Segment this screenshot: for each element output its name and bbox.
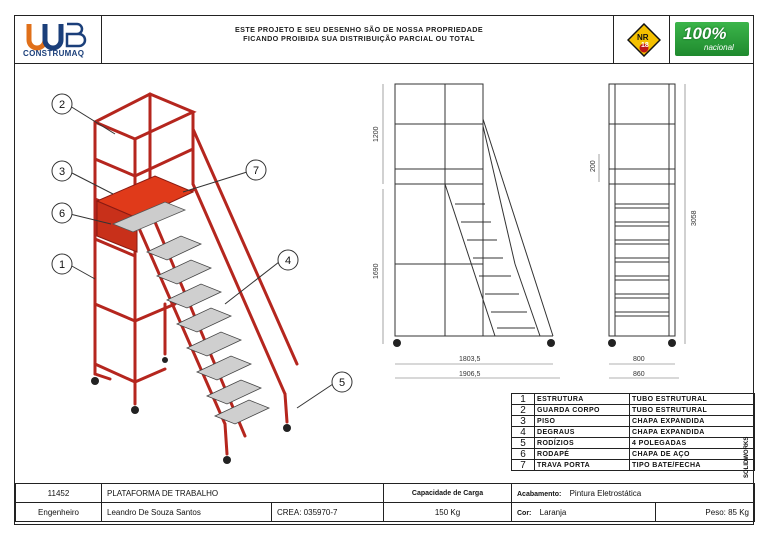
parts-row (512, 449, 755, 460)
dim-side-rail: 200 (590, 160, 597, 172)
part-material: CHAPA DE AÇO (630, 449, 755, 460)
part-number: 5 (512, 438, 535, 449)
part-number: 7 (512, 460, 535, 471)
dim-front-width-outer: 1906,5 (459, 371, 481, 378)
part-number: 3 (512, 416, 535, 427)
dim-side-width-outer: 860 (633, 371, 645, 378)
company-logo (23, 18, 103, 52)
parts-row (512, 394, 755, 405)
part-number: 1 (512, 394, 535, 405)
part-name: RODÍZIOS (535, 438, 630, 449)
notice-line-1: ESTE PROJETO E SEU DESENHO SÃO DE NOSSA PROPRIEDADE (234, 25, 484, 34)
dim-front-top: 1200 (373, 126, 380, 142)
header-divider (613, 16, 614, 64)
dim-front-bottom: 1690 (373, 263, 380, 279)
ownership-notice (111, 25, 607, 43)
weight: Peso: 85 Kg (656, 503, 755, 522)
drawing-name: PLATAFORMA DE TRABALHO (102, 484, 384, 503)
crea-number: CREA: 035970-7 (272, 503, 384, 522)
dim-side-height: 3058 (691, 210, 698, 226)
part-material: TUBO ESTRUTURAL (630, 394, 755, 405)
part-name: DEGRAUS (535, 427, 630, 438)
balloon-callouts (52, 94, 352, 408)
part-name: GUARDA CORPO (535, 405, 630, 416)
balloon-label: 6 (58, 208, 66, 220)
part-material: 4 POLEGADAS (630, 438, 755, 449)
dim-side-width-inner: 800 (633, 356, 645, 363)
front-wheels (393, 339, 555, 347)
capacity-label: Capacidade de Carga (384, 484, 512, 503)
nr-number: 18 (641, 42, 649, 49)
front-dimension-lines (383, 84, 560, 378)
parts-row (512, 427, 755, 438)
drawing-sheet (14, 15, 754, 525)
role-label: Engenheiro (16, 503, 102, 522)
part-material: TIPO BATE/FECHA (630, 460, 755, 471)
notice-line-2: FICANDO PROIBIDA SUA DISTRIBUIÇÃO PARCIAL OU TOTAL (243, 34, 475, 43)
part-material: CHAPA EXPANDIDA (630, 427, 755, 438)
capacity-value: 150 Kg (384, 503, 512, 522)
nr-label: NR (637, 33, 649, 42)
color-label: Cor: (517, 509, 532, 517)
balloon-label: 2 (58, 99, 66, 111)
side-steps (615, 204, 669, 316)
part-number: 2 (512, 405, 535, 416)
color-cell (512, 503, 656, 522)
color-value: Laranja (539, 507, 567, 517)
parts-row (512, 438, 755, 449)
national-badge-sub: nacional (704, 43, 734, 52)
parts-row (512, 405, 755, 416)
balloon-label: 4 (284, 255, 292, 267)
part-number: 4 (512, 427, 535, 438)
part-name: RODAPÉ (535, 449, 630, 460)
part-name: TRAVA PORTA (535, 460, 630, 471)
parts-row (512, 460, 755, 471)
part-number: 6 (512, 449, 535, 460)
part-material: CHAPA EXPANDIDA (630, 416, 755, 427)
brand-name: CONSTRUMAQ (23, 49, 85, 58)
header-divider (101, 16, 102, 64)
part-name: ESTRUTURA (535, 394, 630, 405)
side-wheels (608, 339, 676, 347)
finish-cell (512, 484, 755, 503)
balloon-label: 1 (58, 259, 66, 271)
title-block (15, 483, 755, 522)
front-view (395, 84, 553, 336)
software-watermark: SOLIDWORKS (744, 436, 750, 478)
header (15, 16, 753, 64)
national-badge-text: 100% (683, 24, 727, 43)
front-steps (455, 204, 535, 328)
balloon-label: 7 (252, 165, 260, 177)
drawing-code: 11452 (16, 484, 102, 503)
finish-value: Pintura Eletrostática (569, 488, 642, 498)
header-divider (669, 16, 670, 64)
balloon-label: 5 (338, 377, 346, 389)
parts-table (511, 393, 755, 471)
engineer-name: Leandro De Souza Santos (102, 503, 272, 522)
parts-row (512, 416, 755, 427)
finish-label: Acabamento: (517, 490, 562, 498)
part-name: PISO (535, 416, 630, 427)
part-material: TUBO ESTRUTURAL (630, 405, 755, 416)
balloon-label: 3 (58, 166, 66, 178)
side-dimension-lines (599, 84, 685, 378)
dim-front-width-inner: 1803,5 (459, 356, 481, 363)
